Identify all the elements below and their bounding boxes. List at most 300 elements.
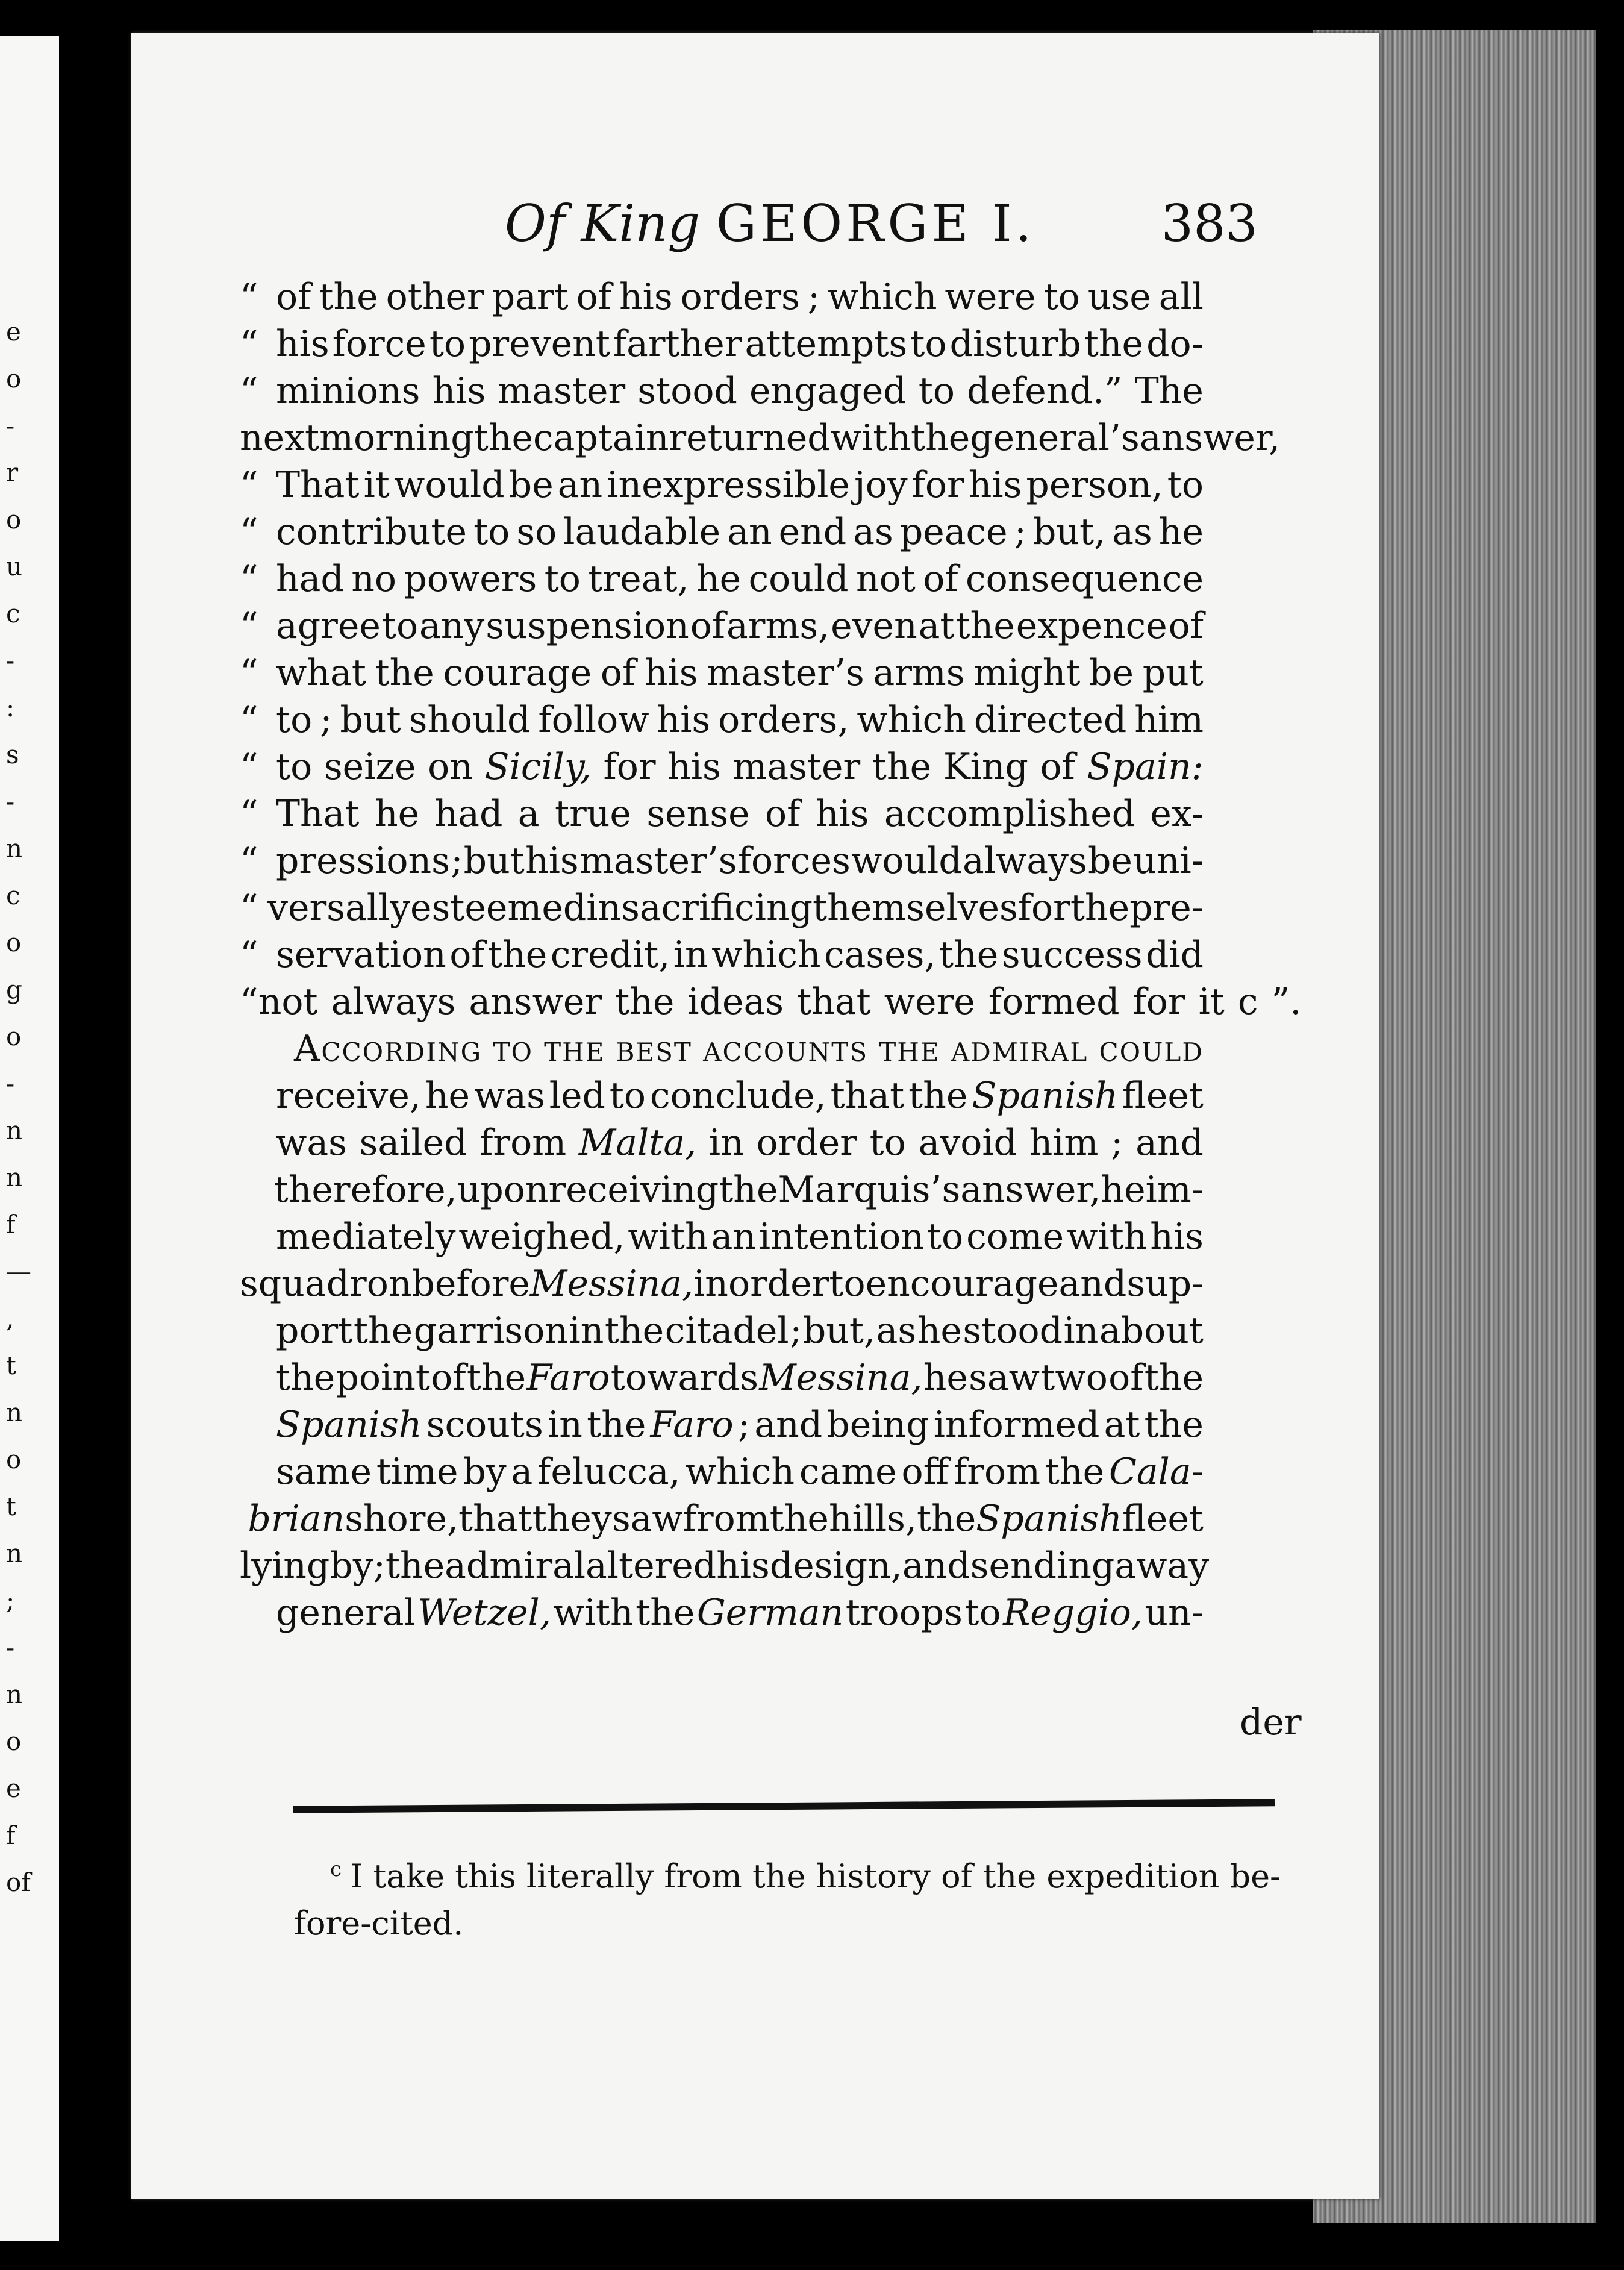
word: the (1045, 1451, 1105, 1493)
word: Spanish (972, 1075, 1118, 1117)
quote-mark (240, 1448, 276, 1495)
word: sending (970, 1545, 1115, 1587)
text-line (240, 508, 1204, 555)
text-line (240, 1542, 1210, 1589)
word: returned (669, 417, 831, 459)
word: of (1108, 1357, 1144, 1399)
previous-page-sliver (0, 36, 59, 2241)
word: Sicily, (484, 746, 592, 788)
word: stood (963, 1310, 1063, 1352)
text-line (240, 1072, 1204, 1119)
left-page-fragment: - (6, 787, 15, 816)
left-page-fragment: - (6, 411, 15, 440)
left-page-fragment: g (6, 975, 22, 1004)
word: time (376, 1451, 458, 1493)
word: it (363, 464, 390, 506)
word: at (918, 605, 955, 647)
word: saw (969, 1357, 1040, 1399)
left-page-fragment: ; (6, 1586, 15, 1615)
word: un- (1145, 1592, 1204, 1634)
quote-mark (240, 1213, 276, 1260)
word: from (479, 1122, 567, 1164)
word: not (258, 981, 318, 1023)
word: to (910, 323, 947, 365)
quote-mark (240, 1401, 276, 1448)
word: his (667, 746, 721, 788)
word: answer, (1139, 417, 1281, 459)
word: to (1043, 276, 1080, 318)
word: could (748, 558, 849, 600)
left-page-fragment: o (6, 364, 22, 393)
word: receiving (548, 1169, 719, 1211)
word: his (716, 1545, 770, 1587)
word: come (966, 1216, 1064, 1258)
word: pressions (276, 840, 450, 882)
text-line (240, 274, 1204, 320)
word: uni- (1133, 840, 1204, 882)
line-text (248, 1495, 1204, 1542)
word: ex- (1150, 793, 1204, 835)
text-line (240, 1025, 1204, 1072)
text-line (240, 1166, 1204, 1213)
book-page (131, 33, 1379, 2199)
word: directed (973, 699, 1127, 741)
word: person, (1026, 464, 1163, 506)
word: ; (373, 1545, 386, 1587)
word: true (555, 793, 631, 835)
word: a (517, 793, 540, 835)
word: to (429, 323, 466, 365)
text-line (240, 1307, 1204, 1354)
word: his (644, 652, 698, 694)
word: do- (1146, 323, 1204, 365)
word: but, (1032, 511, 1106, 553)
word: on (428, 746, 473, 788)
word: the (917, 1498, 976, 1540)
quote-mark: “ (240, 934, 258, 976)
word: King (943, 746, 1028, 788)
word: ; (320, 699, 333, 741)
word: force (332, 323, 426, 365)
word: as (876, 1310, 917, 1352)
left-page-fragment: e (6, 1774, 21, 1803)
word: port (276, 1310, 353, 1352)
quote-mark: “ (240, 323, 258, 365)
word: would (393, 464, 505, 506)
quote-mark (240, 1166, 274, 1213)
word: master’s (579, 840, 737, 882)
word: fleet (1122, 1498, 1204, 1540)
word: credit, (550, 934, 670, 976)
word: avoid (918, 1122, 1017, 1164)
word: to (381, 605, 419, 647)
word: farther (613, 323, 742, 365)
word: stood (637, 370, 737, 412)
word: disturb (949, 323, 1081, 365)
word: his (657, 699, 711, 741)
word: master (732, 746, 861, 788)
running-title (505, 194, 1035, 253)
word: the (910, 417, 970, 459)
left-page-fragment: n (6, 1116, 23, 1145)
word: led (549, 1075, 605, 1117)
left-page-fragment: n (6, 1398, 23, 1427)
text-line (240, 461, 1204, 508)
line-text (276, 1589, 1204, 1636)
word: for (1017, 887, 1070, 929)
word: the (544, 1028, 605, 1070)
word: his (525, 840, 579, 882)
line-text (276, 931, 1204, 978)
word: he (696, 558, 742, 600)
text-line (240, 1448, 1204, 1495)
left-page-fragment: of (6, 1868, 31, 1897)
word: hills, (828, 1498, 917, 1540)
quote-mark (240, 1025, 294, 1072)
word: suspension (486, 605, 689, 647)
word: use (1087, 276, 1151, 318)
word: at (1104, 1404, 1140, 1446)
word: minions (276, 370, 420, 412)
left-page-fragment: : (6, 693, 15, 722)
word: prevent (469, 323, 610, 365)
word: but (340, 699, 401, 741)
word: ”. (1271, 981, 1302, 1023)
word: Malta, (578, 1122, 697, 1164)
word: could (1099, 1028, 1204, 1070)
line-text (276, 1401, 1204, 1448)
word: an (711, 1216, 756, 1258)
word: always (962, 840, 1087, 882)
word: in (548, 1404, 582, 1446)
word: of (449, 934, 485, 976)
word: Messina, (759, 1357, 923, 1399)
quote-mark: “ (240, 840, 258, 882)
word: Cala- (1108, 1451, 1204, 1493)
word: the (604, 1310, 664, 1352)
quote-mark: “ (240, 981, 258, 1023)
word: According (294, 1028, 483, 1070)
left-page-fragment: , (6, 1304, 14, 1333)
text-line (240, 931, 1204, 978)
word: him (1134, 699, 1204, 741)
word: orders, (718, 699, 849, 741)
word: follow (538, 699, 649, 741)
word: which (711, 934, 821, 976)
word: he (923, 1357, 968, 1399)
word: would (851, 840, 962, 882)
word: attempts (745, 323, 908, 365)
word: altered (586, 1545, 717, 1587)
word: that (797, 981, 871, 1023)
text-line (240, 884, 1204, 931)
footnote (294, 1846, 1294, 1947)
line-text (276, 508, 1204, 555)
line-text (240, 414, 1280, 461)
text-line (240, 1354, 1204, 1401)
left-page-fragment: o (6, 1445, 22, 1474)
word: arms, (726, 605, 830, 647)
line-text (258, 978, 1315, 1025)
word: being (826, 1404, 929, 1446)
word: was (473, 1075, 545, 1117)
word: answer, (960, 1169, 1101, 1211)
word: ; (1111, 1122, 1123, 1164)
word: intention (758, 1216, 925, 1258)
word: other (386, 276, 484, 318)
word: to (276, 699, 313, 741)
word: sense (646, 793, 750, 835)
word: engaged (749, 370, 907, 412)
word: accomplished (884, 793, 1135, 835)
left-page-fragment: - (6, 646, 15, 675)
line-text (276, 320, 1204, 367)
line-text (276, 1448, 1204, 1495)
word: he (425, 1075, 470, 1117)
left-page-fragment: o (6, 1727, 22, 1756)
word: did (1145, 934, 1204, 976)
word: away (1114, 1545, 1210, 1587)
word: even (831, 605, 917, 647)
word: esteemed (410, 887, 587, 929)
word: from (954, 1451, 1040, 1493)
word: saw (611, 1498, 683, 1540)
word: cases, (824, 934, 936, 976)
word: ; (451, 840, 463, 882)
word: c (1237, 981, 1258, 1023)
line-text (240, 1260, 1204, 1307)
word: to (918, 370, 955, 412)
quote-mark (240, 1589, 276, 1636)
word: powers (404, 558, 537, 600)
word: which (828, 276, 937, 318)
word: pre- (1129, 887, 1204, 929)
word: as (1112, 511, 1152, 553)
word: brian (248, 1498, 345, 1540)
body-text (240, 274, 1302, 1636)
word: shore, (345, 1498, 459, 1540)
word: and (754, 1404, 823, 1446)
left-page-fragment: t (6, 1351, 16, 1380)
word: fleet (1122, 1075, 1204, 1117)
word: to (829, 1263, 866, 1305)
word: the (473, 417, 533, 459)
word: forces (737, 840, 851, 882)
line-text (276, 461, 1204, 508)
quote-mark: “ (240, 605, 258, 647)
word: which (857, 699, 966, 741)
word: that (458, 1498, 532, 1540)
word: his (968, 464, 1022, 506)
word: should (408, 699, 531, 741)
running-head-title: GEORGE I. (716, 194, 1035, 253)
line-text (276, 555, 1204, 602)
text-line (240, 320, 1204, 367)
word: in (1063, 1310, 1099, 1352)
word: his (619, 276, 673, 318)
line-text (276, 696, 1204, 743)
text-line (240, 367, 1204, 414)
word: garrison (413, 1310, 568, 1352)
left-page-fragment: n (6, 834, 23, 863)
line-text (276, 790, 1204, 837)
word: an (727, 511, 772, 553)
word: That (276, 464, 360, 506)
word: servation (276, 934, 446, 976)
left-page-fragment: o (6, 928, 22, 957)
word: treat, (588, 558, 689, 600)
text-line (240, 978, 1302, 1025)
word: no (351, 558, 396, 600)
text-line (240, 649, 1204, 696)
word: laudable (563, 511, 721, 553)
text-line (240, 743, 1204, 790)
quote-mark: “ (240, 652, 258, 694)
word: in (693, 1263, 728, 1305)
word: mediately (276, 1216, 456, 1258)
word: of (690, 605, 726, 647)
word: the (719, 1169, 778, 1211)
word: citadel (664, 1310, 789, 1352)
word: of (431, 1357, 466, 1399)
word: order (728, 1263, 829, 1305)
word: agree (276, 605, 381, 647)
left-page-fragment: n (6, 1163, 23, 1192)
word: the (615, 981, 675, 1023)
word: same (276, 1451, 372, 1493)
word: joy (854, 464, 908, 506)
word: came (799, 1451, 897, 1493)
left-page-fragment: c (6, 599, 20, 628)
word: the (353, 1310, 413, 1352)
left-page-fragment: n (6, 1539, 23, 1568)
word: admiral (445, 1545, 586, 1587)
line-text (276, 1354, 1204, 1401)
word: his (276, 323, 329, 365)
word: Faro (650, 1404, 734, 1446)
word: a (511, 1451, 533, 1493)
quote-mark: “ (240, 511, 258, 553)
word: master (498, 370, 626, 412)
word: in (569, 1310, 604, 1352)
line-text (240, 1542, 1209, 1589)
line-text (267, 884, 1204, 931)
word: the (375, 652, 434, 694)
word: in (586, 887, 622, 929)
line-text (276, 274, 1204, 320)
word: to (869, 1122, 906, 1164)
word: he (374, 793, 420, 835)
word: him (1029, 1122, 1099, 1164)
quote-mark: “ (240, 887, 258, 929)
quote-mark (240, 1307, 276, 1354)
word: courage (443, 652, 592, 694)
quote-mark: “ (240, 699, 258, 741)
left-page-fragment: - (6, 1633, 15, 1662)
word: to (276, 746, 313, 788)
word: with (628, 1216, 708, 1258)
word: the (1070, 887, 1130, 929)
word: of (1040, 746, 1075, 788)
word: Spanish (976, 1498, 1122, 1540)
word: his (815, 793, 869, 835)
footnote-line-2: fore-cited. (294, 1904, 464, 1942)
word: for (603, 746, 656, 788)
word: put (1142, 652, 1204, 694)
word: accounts (703, 1028, 869, 1070)
word: by (329, 1545, 373, 1587)
line-text (276, 649, 1204, 696)
word: and (1058, 1263, 1127, 1305)
word: be (1088, 840, 1132, 882)
footnote-rule (293, 1799, 1275, 1813)
word: orders (680, 276, 800, 318)
quote-mark: “ (240, 746, 258, 788)
word: as (853, 511, 893, 553)
left-page-fragment: n (6, 1680, 23, 1709)
quote-mark: “ (240, 558, 258, 600)
word: the (879, 1028, 940, 1070)
word: the (466, 1357, 526, 1399)
word: admiral (951, 1028, 1088, 1070)
word: ideas (687, 981, 784, 1023)
word: be (508, 464, 554, 506)
word: Faro (526, 1357, 610, 1399)
quote-mark: “ (240, 793, 258, 835)
word: The (1134, 370, 1204, 412)
word: the (587, 1404, 646, 1446)
word: therefore, (273, 1169, 457, 1211)
word: were (884, 981, 975, 1023)
word: to (493, 1028, 533, 1070)
word: was (276, 1122, 347, 1164)
word: inexpressible (607, 464, 850, 506)
running-head (372, 194, 1258, 272)
text-line (240, 1589, 1204, 1636)
word: Spanish (276, 1404, 422, 1446)
word: two (1040, 1357, 1108, 1399)
line-text (294, 1025, 1204, 1072)
text-line (240, 414, 1281, 461)
quote-mark: “ (240, 464, 258, 506)
word: to (926, 1216, 964, 1258)
word: he (917, 1310, 962, 1352)
word: contribute (276, 511, 467, 553)
word: conclude, (649, 1075, 826, 1117)
word: with (830, 417, 911, 459)
word: Marquis’s (778, 1169, 961, 1211)
word: scouts (426, 1404, 543, 1446)
word: not (855, 558, 916, 600)
word: defend.” (967, 370, 1123, 412)
word: of (765, 793, 801, 835)
word: and (1135, 1122, 1204, 1164)
word: for (1132, 981, 1185, 1023)
word: all (1158, 276, 1204, 318)
word: his (432, 370, 486, 412)
word: to (544, 558, 581, 600)
word: but, (802, 1310, 876, 1352)
word: ; (790, 1310, 802, 1352)
word: informed (933, 1404, 1100, 1446)
left-page-fragment: o (6, 505, 22, 534)
word: any (419, 605, 485, 647)
word: consequence (965, 558, 1204, 600)
word: seize (323, 746, 416, 788)
word: towards (610, 1357, 758, 1399)
catchword: der (1240, 1701, 1302, 1743)
word: Wetzel, (417, 1592, 551, 1634)
